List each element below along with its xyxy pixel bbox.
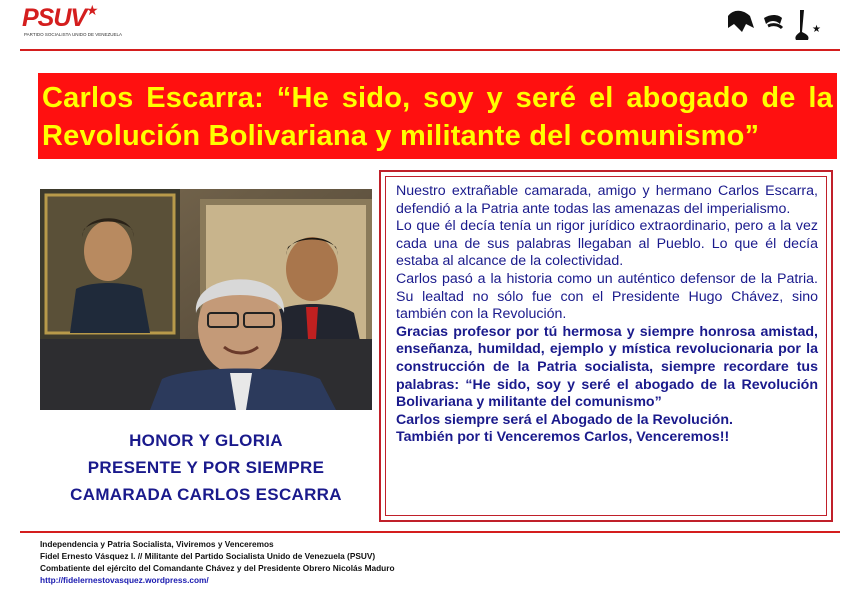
honor-caption xyxy=(40,427,372,508)
honor-line-1: HONOR Y GLORIA xyxy=(129,431,283,450)
psuv-logo xyxy=(22,4,122,40)
logo-subtitle: PARTIDO SOCIALISTA UNIDO DE VENEZUELA xyxy=(24,32,123,37)
svg-text:★: ★ xyxy=(812,24,821,35)
paragraph-5: Carlos siempre será el Abogado de la Revolución. xyxy=(396,411,733,428)
paragraph-6: También por ti Venceremos Carlos, Venceremos!! xyxy=(396,429,730,446)
paragraph-3: Carlos pasó a la historia como un auténtico defensor de la Patria. Su lealtad no sólo fue con el Presidente Hugo Chávez, sino también con la Revolución. xyxy=(396,270,818,323)
footer-line-3: Combatiente del ejército del Comandante Chávez y del Presidente Obrero Nicolás Maduro xyxy=(40,563,395,573)
bottom-divider xyxy=(20,531,840,533)
tribute-textbox xyxy=(379,170,833,522)
headline-banner xyxy=(38,73,837,159)
paragraph-4: Gracias profesor por tú hermosa y siempre honrosa amistad, enseñanza, humildad, ejemplo y mística revolucionaria por la construcción de la Patria socialista, siempre recordare tus palabras: “He sido, soy y seré el abogado de la Revolución Bolivariana y militante del comunismo” xyxy=(396,323,818,411)
footer-line-1: Independencia y Patria Socialista, Viviremos y Venceremos xyxy=(40,539,274,549)
honor-line-3: CAMARADA CARLOS ESCARRA xyxy=(70,485,342,504)
paragraph-2: Lo que él decía tenía un rigor jurídico extraordinario, pero a la vez cada una de sus palabras llegaban al Pueblo. Lo que él decía estaba al alcance de la colectividad. xyxy=(396,218,818,270)
footer xyxy=(40,538,395,586)
footer-link[interactable]: http://fidelernestovasquez.wordpress.com/ xyxy=(40,575,209,585)
tribute-text xyxy=(385,176,827,516)
logo-text: PSUV xyxy=(22,4,87,32)
top-divider xyxy=(20,49,840,51)
portrait-photo xyxy=(40,189,372,410)
honor-line-2: PRESENTE Y POR SIEMPRE xyxy=(87,458,325,477)
headline-text: Carlos Escarra: “He sido, soy y seré el abogado de la Revolución Bolivariana y militante del comunismo” xyxy=(42,82,833,152)
chavez-signature-icon xyxy=(724,2,824,44)
paragraph-1: Nuestro extrañable camarada, amigo y hermano Carlos Escarra, defendió a la Patria ante todas las amenazas del imperialismo. xyxy=(396,183,818,217)
star-icon: ★ xyxy=(86,2,99,18)
footer-line-2: Fidel Ernesto Vásquez I. // Militante del Partido Socialista Unido de Venezuela (PSUV) xyxy=(40,551,376,561)
